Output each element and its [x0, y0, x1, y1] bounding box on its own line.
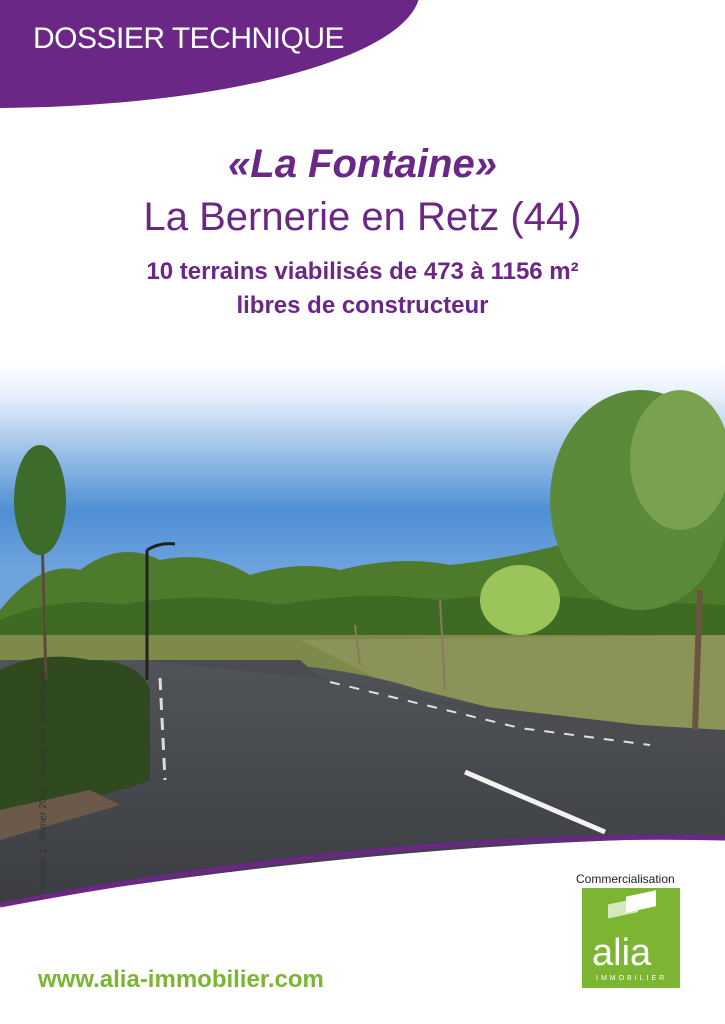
website-link[interactable]: www.alia-immobilier.com [38, 966, 324, 993]
commercialisation-label: Commercialisation [576, 872, 675, 886]
alia-logo [582, 888, 680, 988]
project-location: La Bernerie en Retz (44) [143, 195, 582, 239]
header-label: DOSSIER TECHNIQUE [33, 22, 344, 55]
alia-logo-text: alia [592, 932, 652, 974]
constructor-note: libres de constructeur [236, 292, 489, 319]
project-name: «La Fontaine» [228, 142, 497, 186]
version-note: Version 1 - février 2015 - visuels non contractuels [38, 671, 49, 890]
landscape-photo [0, 360, 725, 920]
terrains-summary: 10 terrains viabilisés de 473 à 1156 m² [146, 258, 579, 285]
alia-logo-subtext: IMMOBILIER [596, 975, 668, 982]
